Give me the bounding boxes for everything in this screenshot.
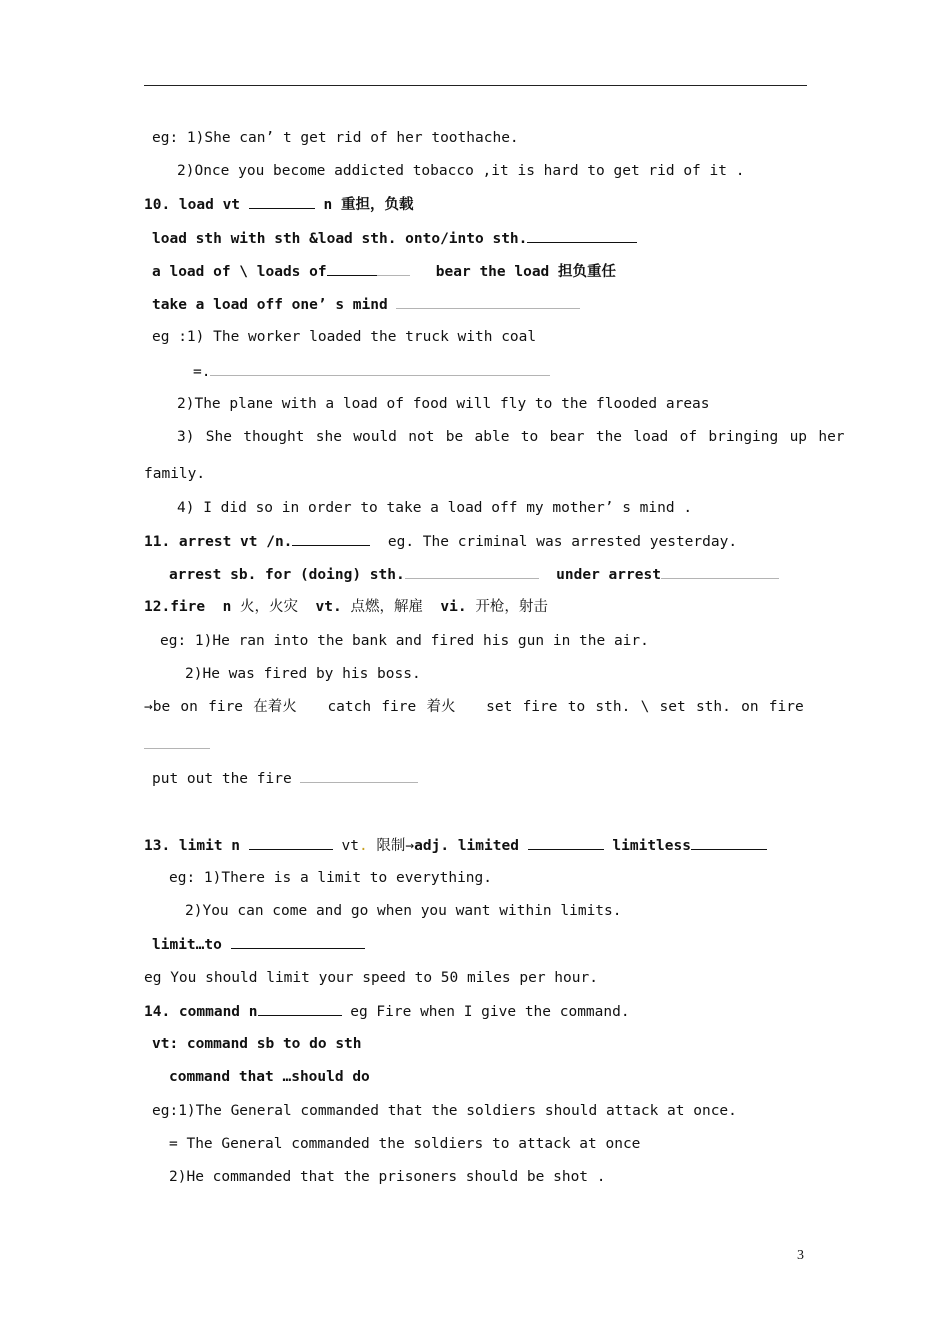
- phrase-line: [152, 229, 637, 248]
- line-example: 4) I did so in order to take a load off my mother’ s mind .: [177, 500, 693, 516]
- blank-line: [377, 262, 410, 276]
- line-text: 火，火灾: [231, 599, 316, 615]
- header-rule: [144, 85, 807, 86]
- blank-line: [249, 195, 315, 209]
- blank-line: [327, 262, 377, 276]
- line-example: eg :1) The worker loaded the truck with coal: [152, 329, 537, 345]
- line-text: under arrest: [538, 567, 661, 583]
- phrase-line: [152, 769, 418, 788]
- line-text: limitless: [603, 838, 691, 854]
- line-example: 2)Once you become addicted tobacco ,it is hard to get rid of it .: [177, 163, 745, 179]
- line-example: 2)You can come and go when you want within limits.: [185, 903, 622, 919]
- line-example: eg: 1)He ran into the bank and fired his gun in the air.: [160, 633, 649, 649]
- blank-line: [661, 565, 779, 579]
- blank-line: [527, 229, 637, 243]
- line-text: vt.: [315, 599, 342, 615]
- line-text: put out the fire: [152, 771, 301, 787]
- line-example: 2)The plane with a load of food will fly to the flooded areas: [177, 396, 710, 412]
- line-example: eg:1)The General commanded that the soldiers should attack at once.: [152, 1103, 737, 1119]
- line-text: 10. load vt: [144, 197, 249, 213]
- blank-line: [405, 565, 539, 579]
- line-text: load sth with sth &load sth. onto/into sth.: [152, 231, 528, 247]
- line-example: eg: 1)There is a limit to everything.: [169, 870, 493, 886]
- line-text: bear the load 担负重任: [409, 264, 617, 280]
- blank-line: [210, 362, 550, 376]
- entry-heading-command: [144, 1002, 630, 1021]
- blank-line: [249, 836, 333, 850]
- line-text: arrest sb. for (doing) sth.: [169, 567, 405, 583]
- page-number: 3: [797, 1248, 804, 1263]
- entry-heading-limit: [144, 836, 767, 855]
- line-text: vi.: [440, 599, 467, 615]
- line-text: eg. The criminal was arrested yesterday.: [370, 534, 738, 550]
- blank-line: [691, 836, 767, 850]
- blank-line: [528, 836, 604, 850]
- phrase-line: vt: command sb to do sth: [152, 1036, 362, 1052]
- phrase-line: [152, 295, 580, 314]
- line-example: eg You should limit your speed to 50 miles per hour.: [144, 970, 598, 986]
- line-text: eg Fire when I give the command.: [341, 1004, 630, 1020]
- line-text: 限制→: [367, 838, 415, 854]
- line-text: vt: [332, 838, 359, 854]
- phrase-line: [144, 735, 210, 754]
- line-example: family.: [144, 466, 206, 482]
- line-text: take a load off one’ s mind: [152, 297, 397, 313]
- line-text: 14. command n: [144, 1004, 258, 1020]
- line-text: 开枪，射击: [466, 599, 548, 615]
- blank-line: [258, 1002, 342, 1016]
- entry-heading-fire: [144, 598, 548, 616]
- line-example: 2)He was fired by his boss.: [185, 666, 421, 682]
- phrase-line: →be on fire 在着火 catch fire 着火 set fire to sth. \ set sth. on fire: [144, 699, 804, 715]
- line-example: [193, 362, 550, 381]
- phrase-line: [152, 262, 616, 281]
- line-text: 点燃，解雇: [341, 599, 441, 615]
- entry-heading-load: [144, 195, 413, 214]
- line-text: 11. arrest vt /n.: [144, 534, 293, 550]
- line-example: 2)He commanded that the prisoners should be shot .: [169, 1169, 606, 1185]
- line-text: n 重担，负载: [314, 197, 414, 213]
- blank-line: [231, 935, 365, 949]
- line-text: .: [358, 838, 368, 854]
- line-text: 13. limit n: [144, 838, 249, 854]
- phrase-line: command that …should do: [169, 1069, 370, 1085]
- line-text: a load of \ loads of: [152, 264, 327, 280]
- line-text: 12.fire n: [144, 599, 232, 615]
- line-example: = The General commanded the soldiers to attack at once: [169, 1136, 641, 1152]
- entry-heading-arrest: [144, 532, 737, 551]
- line-text: adj. limited: [414, 838, 528, 854]
- line-text: limit…to: [152, 937, 231, 953]
- blank-line: [144, 735, 210, 749]
- phrase-line: [152, 935, 365, 954]
- blank-line: [300, 769, 418, 783]
- line-example: 3) She thought she would not be able to bear the load of bringing up her: [177, 429, 845, 445]
- blank-line: [396, 295, 580, 309]
- phrase-line: [169, 565, 779, 584]
- line-example: eg: 1)She can’ t get rid of her toothache.: [152, 130, 519, 146]
- blank-line: [292, 532, 370, 546]
- line-text: =.: [193, 364, 211, 380]
